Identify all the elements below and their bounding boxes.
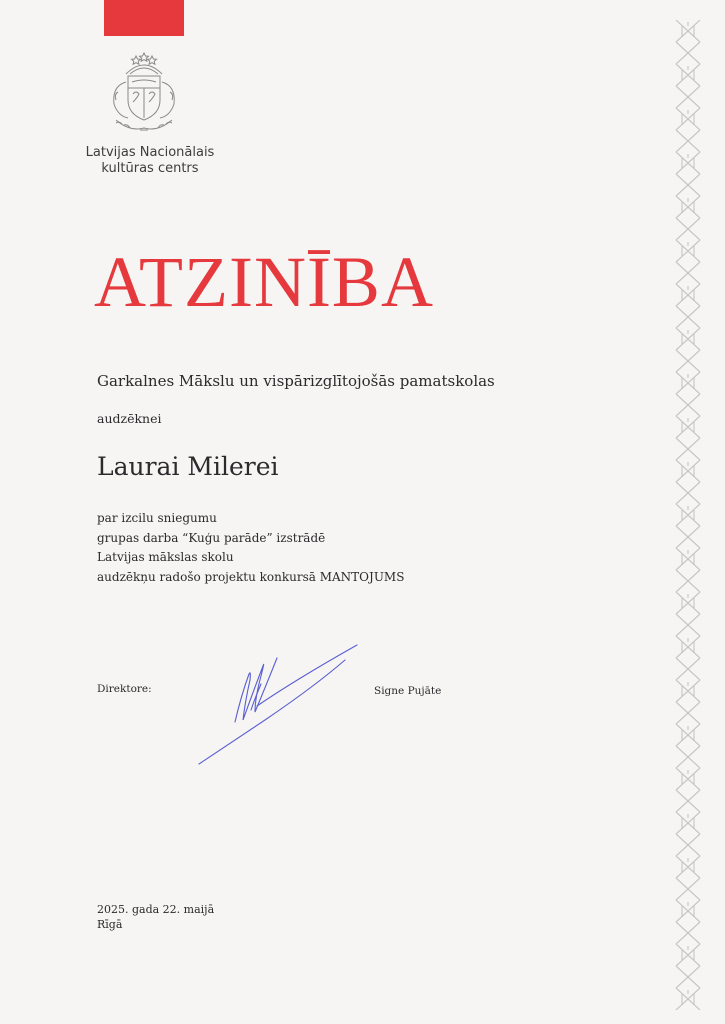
red-header-tab — [104, 0, 184, 36]
ornament-motif — [676, 284, 700, 328]
ornament-motif — [676, 328, 700, 372]
ornament-motif — [676, 108, 700, 152]
reason-line: Latvijas mākslas skolu — [97, 550, 234, 564]
ornament-motif — [676, 416, 700, 460]
reason-line: audzēkņu radošo projektu konkursā MANTOJUMS — [97, 569, 405, 584]
recipient-role: audzēknei — [97, 411, 162, 426]
ornament-motif — [676, 856, 700, 900]
ornament-motif — [676, 724, 700, 768]
certificate-title: ATZINĪBA — [94, 242, 434, 322]
handwritten-signature — [195, 640, 365, 770]
organization-name — [80, 145, 220, 177]
ornament-motif — [676, 548, 700, 592]
ornament-motif — [676, 988, 700, 1010]
director-name: Signe Pujāte — [374, 685, 442, 697]
organization-name-line2: kultūras centrs — [101, 161, 199, 176]
reason-line: par izcilu sniegumu — [97, 511, 217, 525]
folk-ornament-border — [668, 20, 708, 1010]
ornament-motif — [676, 372, 700, 416]
ornament-motif — [676, 812, 700, 856]
ornament-motif — [676, 768, 700, 812]
issue-date: 2025. gada 22. maijā — [97, 903, 215, 916]
ornament-motif — [676, 460, 700, 504]
ornament-motif — [676, 240, 700, 284]
ornament-motif — [676, 64, 700, 108]
reason-line: grupas darba “Kuģu parāde” izstrādē — [97, 530, 326, 545]
ornament-motif — [676, 636, 700, 680]
ornament-motif — [676, 504, 700, 548]
ornament-motif — [676, 592, 700, 636]
director-label: Direktore: — [97, 683, 152, 695]
recipient-name: Laurai Milerei — [97, 452, 279, 481]
issue-place: Rīgā — [97, 918, 123, 931]
award-reason — [97, 509, 404, 587]
organization-name-line1: Latvijas Nacionālais — [85, 145, 215, 160]
latvian-coat-of-arms-icon — [100, 52, 188, 136]
school-name: Garkalnes Mākslu un vispārizglītojošās pamatskolas — [97, 372, 495, 390]
ornament-motif — [676, 196, 700, 240]
issue-date-place — [97, 902, 214, 932]
ornament-motif — [676, 20, 700, 64]
ornament-motif — [676, 680, 700, 724]
ornament-motif — [676, 900, 700, 944]
ornament-motif — [676, 152, 700, 196]
ornament-motif — [676, 944, 700, 988]
